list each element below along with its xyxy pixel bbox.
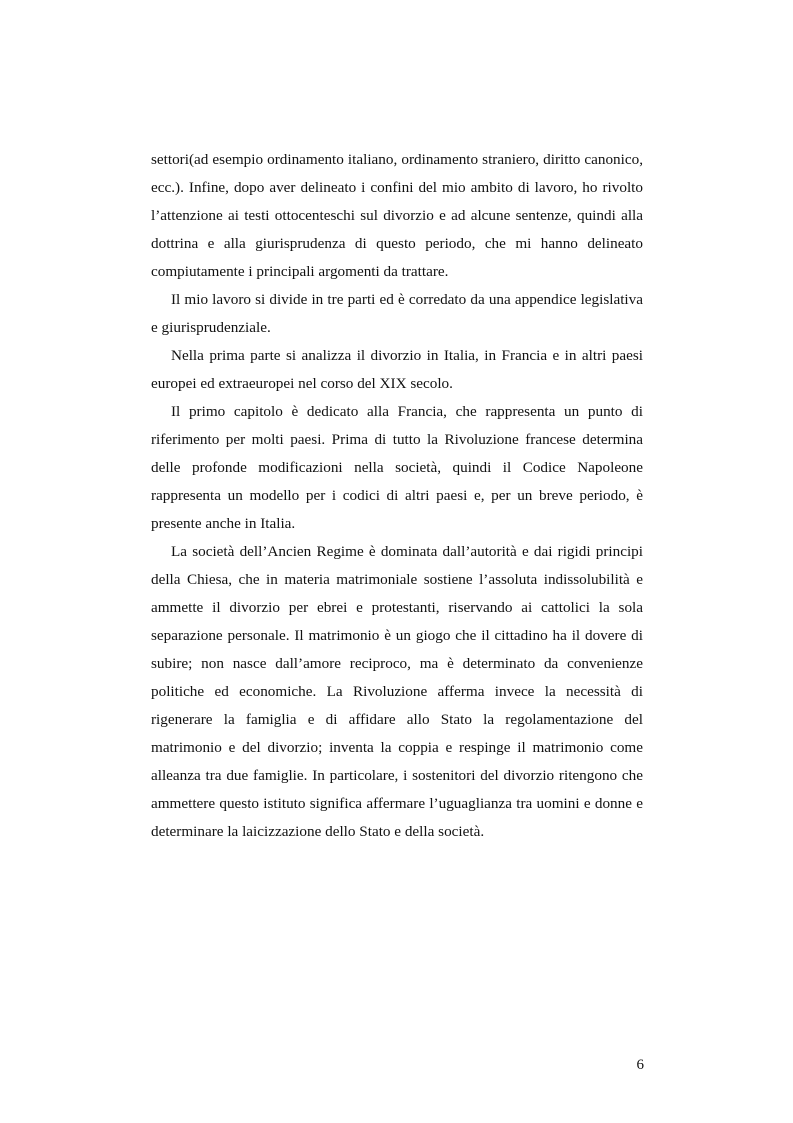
paragraph-structure: Il mio lavoro si divide in tre parti ed è corredato da una appendice legislativa e giurisprudenziale.	[151, 291, 643, 336]
paragraph-continuation: settori(ad esempio ordinamento italiano, ordinamento straniero, diritto canonico, ecc.). Infine, dopo aver delineato i confini del mio ambito di lavoro, ho rivolto l’attenzione ai testi ottocenteschi sul divorzio e ad alcune sentenze, quindi alla dottrina e alla giurisprudenza di questo periodo, che mi hanno delineato compiutamente i principali argomenti da trattare.	[151, 151, 643, 280]
body-text	[151, 146, 643, 846]
paragraph-ancien-regime: La società dell’Ancien Regime è dominata dall’autorità e dai rigidi principi della Chiesa, che in materia matrimoniale sostiene l’assoluta indissolubilità e ammette il divorzio per ebrei e protestanti, riservando ai cattolici la sola separazione personale. Il matrimonio è un giogo che il cittadino ha il dovere di subire; non nasce dall’amore reciproco, ma è determinato da convenienze politiche ed economiche. La Rivoluzione afferma invece la necessità di rigenerare la famiglia e di affidare allo Stato la regolamentazione del matrimonio e del divorzio; inventa la coppia e respinge il matrimonio come alleanza tra due famiglie. In particolare, i sostenitori del divorzio ritengono che ammettere questo istituto significa affermare l’uguaglianza tra uomini e donne e determinare la laicizzazione dello Stato e della società.	[151, 543, 643, 840]
page-number: 6	[636, 1057, 644, 1073]
paragraph-first-part: Nella prima parte si analizza il divorzio in Italia, in Francia e in altri paesi europei ed extraeuropei nel corso del XIX secolo.	[151, 347, 643, 392]
paragraph-first-chapter: Il primo capitolo è dedicato alla Francia, che rappresenta un punto di riferimento per molti paesi. Prima di tutto la Rivoluzione francese determina delle profonde modificazioni nella società, quindi il Codice Napoleone rappresenta un modello per i codici di altri paesi e, per un breve periodo, è presente anche in Italia.	[151, 403, 643, 532]
